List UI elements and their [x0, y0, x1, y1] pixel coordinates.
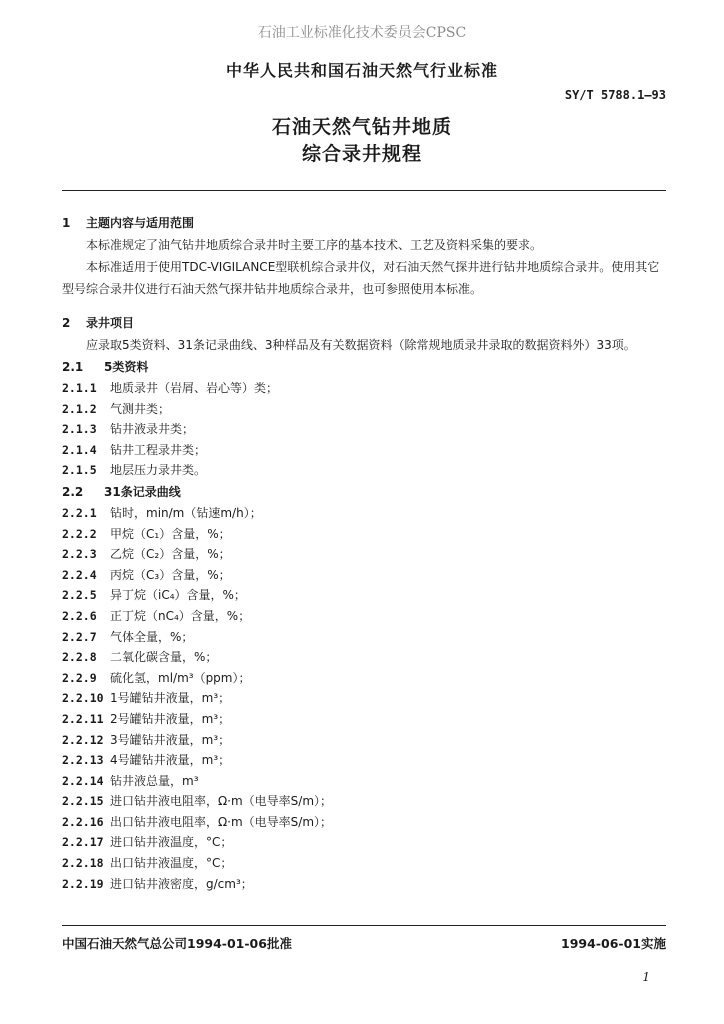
list-item [62, 874, 670, 895]
section-2-heading [62, 312, 670, 334]
item-number: 2.2.12 [62, 732, 104, 747]
list-item [62, 832, 670, 853]
item-text: 1号罐钻井液量，m³； [110, 691, 231, 706]
item-number: 2.2.14 [62, 773, 104, 788]
section-2-paragraph: 应录取5类资料、31条记录曲线、3种样品及有关数据资料（除常规地质录井录取的数据资料外）33项。 [86, 338, 636, 352]
header-divider [62, 190, 666, 191]
list-item [62, 688, 670, 709]
section-1-heading [62, 212, 670, 234]
footer-divider [62, 925, 666, 926]
item-number: 2.2.18 [62, 856, 104, 871]
document-title-line1: 石油天然气钻井地质 [271, 116, 452, 138]
list-item [62, 503, 670, 524]
list-item [62, 399, 670, 420]
item-number: 2.1.3 [62, 422, 97, 437]
watermark-text: 石油工业标准化技术委员会CPSC [257, 25, 467, 41]
list-item [62, 378, 670, 399]
item-text: 3号罐钻井液量，m³； [110, 732, 231, 747]
item-number: 2.2.16 [62, 814, 104, 829]
list-item [62, 709, 670, 730]
item-text: 异丁烷（iC₄）含量，%； [110, 588, 246, 603]
item-text: 钻井工程录井类； [110, 442, 207, 457]
item-number: 2.2.5 [62, 588, 97, 603]
item-number: 2.1.4 [62, 442, 97, 457]
list-item [62, 585, 670, 606]
subsection-2-1-heading [62, 356, 670, 378]
item-text: 4号罐钻井液量，m³； [110, 753, 231, 768]
item-text: 进口钻井液密度，g/cm³； [110, 876, 253, 891]
list-item [62, 730, 670, 751]
item-number: 2.1.1 [62, 381, 97, 395]
item-number: 2.2.10 [62, 691, 104, 706]
item-text: 乙烷（C₂）含量，%； [110, 547, 231, 562]
item-text: 正丁烷（nC₄）含量，%； [110, 608, 251, 623]
item-text: 钻井液总量，m³ [110, 773, 199, 788]
item-text: 硫化氢，ml/m³（ppm）； [110, 670, 251, 685]
item-number: 2.2.15 [62, 794, 104, 809]
standard-code: SY/T 5788.1—93 [564, 88, 666, 102]
item-text: 出口钻井液温度，°C； [110, 856, 233, 871]
item-number: 2.2.3 [62, 547, 97, 562]
item-number: 2.2.2 [62, 526, 97, 541]
list-item [62, 419, 670, 440]
item-number: 2.2.11 [62, 711, 104, 726]
list-item [62, 544, 670, 565]
list-item [62, 606, 670, 627]
list-item [62, 440, 670, 461]
list-item [62, 750, 670, 771]
subsection-2-1-title: 5类资料 [104, 360, 149, 374]
effective-date: 1994-06-01实施 [561, 936, 666, 951]
list-item [62, 791, 670, 812]
subsection-2-2-title: 31条记录曲线 [104, 484, 181, 499]
item-text: 钻井液录井类； [110, 422, 195, 437]
item-text: 进口钻井液温度，°C； [110, 835, 233, 850]
item-number: 2.1.5 [62, 463, 97, 478]
subsection-2-2-number: 2.2 [62, 484, 84, 499]
list-item [62, 771, 670, 792]
item-number: 2.2.6 [62, 608, 97, 623]
list-item [62, 853, 670, 874]
industry-standard-title: 中华人民共和国石油天然气行业标准 [225, 61, 498, 80]
item-number: 2.2.17 [62, 835, 104, 850]
item-text: 2号罐钻井液量，m³； [110, 711, 231, 726]
section-1-paragraph-1: 本标准规定了油气钻井地质综合录井时主要工序的基本技术、工艺及资料采集的要求。 [86, 238, 543, 252]
item-text: 钻时，min/m（钻速m/h）； [110, 505, 262, 520]
section-1-title: 主题内容与适用范围 [86, 216, 195, 230]
list-item [62, 460, 670, 481]
subsection-2-1-list [62, 378, 670, 481]
page-number: 1 [642, 970, 650, 984]
list-item [62, 668, 670, 689]
list-item [62, 647, 670, 668]
item-number: 2.2.19 [62, 876, 104, 891]
item-text: 气体全量，%； [110, 629, 194, 644]
subsection-2-1-number: 2.1 [62, 360, 84, 374]
section-2-title: 录井项目 [86, 316, 135, 330]
document-body [62, 212, 670, 894]
list-item [62, 565, 670, 586]
list-item [62, 524, 670, 545]
item-number: 2.2.9 [62, 670, 97, 685]
item-number: 2.2.4 [62, 567, 97, 582]
section-2-number: 2 [62, 316, 71, 330]
item-number: 2.1.2 [62, 401, 97, 416]
approval-note: 中国石油天然气总公司1994-01-06批准 [62, 936, 292, 951]
item-text: 进口钻井液电阻率，Ω·m（电导率S/m）； [110, 794, 333, 809]
item-text: 气测井类； [110, 401, 171, 416]
section-1-paragraph-2: 本标准适用于使用TDC-VIGILANCE型联机综合录井仪，对石油天然气探井进行钻井地质综合录井。使用其它型号综合录井仪进行石油天然气探井钻井地质综合录井，也可参照使用本标准。 [62, 260, 660, 296]
item-text: 甲烷（C₁）含量，%； [110, 526, 231, 541]
document-title-line2: 综合录井规程 [301, 143, 422, 165]
item-text: 二氧化碳含量，%； [110, 650, 218, 665]
item-number: 2.2.13 [62, 753, 104, 768]
list-item [62, 812, 670, 833]
subsection-2-2-heading [62, 481, 670, 503]
item-text: 地层压力录井类。 [110, 463, 207, 478]
item-number: 2.2.8 [62, 650, 97, 665]
list-item [62, 627, 670, 648]
item-number: 2.2.1 [62, 505, 97, 520]
item-text: 出口钻井液电阻率，Ω·m（电导率S/m）； [110, 814, 333, 829]
section-1-number: 1 [62, 216, 71, 230]
item-text: 地质录井（岩屑、岩心等）类； [110, 381, 279, 395]
item-text: 丙烷（C₃）含量，%； [110, 567, 231, 582]
item-number: 2.2.7 [62, 629, 97, 644]
subsection-2-2-list [62, 503, 670, 894]
